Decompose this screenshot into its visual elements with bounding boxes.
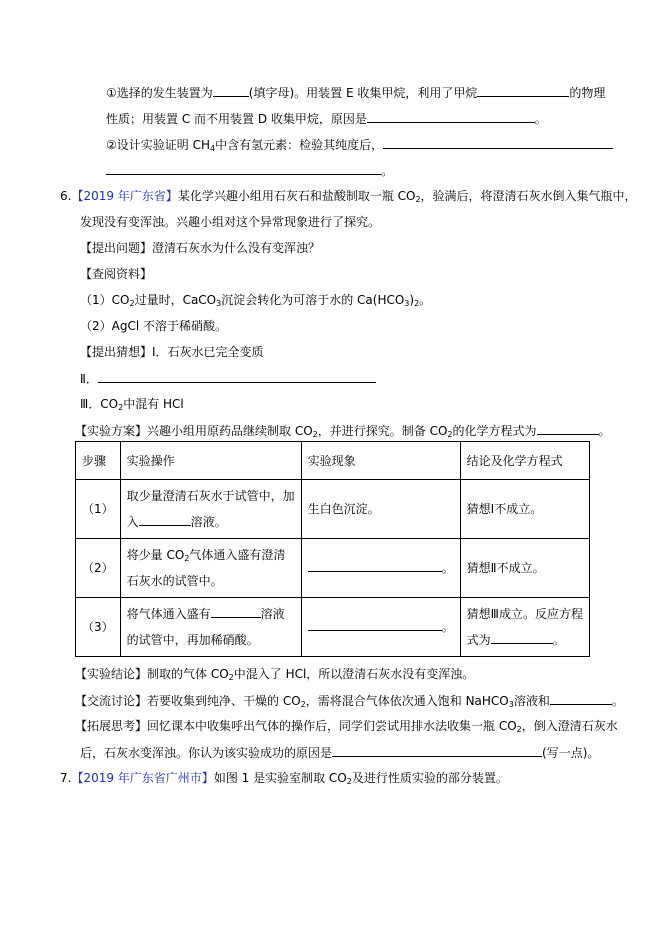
- operation-text: 气体通入盛有澄清: [189, 548, 286, 562]
- subscript: 2: [312, 430, 318, 439]
- operation-text: 将气体通入盛有: [126, 607, 211, 621]
- subscript: 2: [129, 299, 135, 308]
- q6-question: [80, 240, 320, 256]
- table-header: 结论及化学方程式: [460, 442, 589, 480]
- section-heading: 【拓展思考】: [75, 719, 148, 733]
- answer-blank-design[interactable]: [383, 136, 613, 149]
- section-heading: 【提出问题】: [80, 241, 153, 255]
- question-source-link[interactable]: 【2019 年广东省广州市】: [71, 771, 214, 785]
- answer-blank-phenomenon[interactable]: [308, 559, 442, 572]
- discussion-text: ，需将混合气体依次通入饱和 NaHCO: [305, 694, 509, 708]
- q6-discussion: [75, 692, 624, 709]
- conclusion-text: 猜想Ⅲ成立。反应方程: [466, 607, 583, 621]
- subscript: 4: [209, 144, 216, 153]
- q7-intro: [60, 770, 508, 786]
- subscript: 2: [346, 777, 352, 786]
- subscript: 3: [508, 700, 514, 709]
- operation-text: 石灰水的试管中。: [126, 574, 223, 588]
- operation-text: 入: [126, 515, 139, 529]
- conclusion-cell: 猜想Ⅰ不成立。: [460, 480, 589, 539]
- q6-expand-line2: [80, 744, 599, 761]
- operation-cell: [120, 598, 301, 657]
- info-text: （1）CO: [80, 293, 130, 307]
- info-text: 沉淀会转化为可溶于水的 Ca(HCO: [221, 293, 405, 307]
- q6-intro-b: ，验满后，将澄清石灰水倒入集气瓶中，: [420, 189, 637, 203]
- answer-blank-equation[interactable]: [537, 422, 599, 435]
- table-row: [76, 598, 590, 657]
- period: 。: [534, 112, 547, 126]
- operation-cell: [120, 480, 301, 539]
- operation-text: 溶液。: [190, 515, 227, 529]
- operation-text: 溶液: [260, 607, 285, 621]
- operation-text-line1: [127, 542, 295, 568]
- answer-blank-reason[interactable]: [367, 110, 535, 123]
- answer-blank-success-reason[interactable]: [332, 744, 542, 757]
- period: 。: [441, 561, 454, 575]
- operation-text: 将少量 CO: [126, 548, 185, 562]
- subscript: 2: [447, 430, 453, 439]
- info-text: 。: [419, 293, 432, 307]
- q7-text: 及进行性质实验的部分装置。: [351, 771, 508, 785]
- q5-part1-text-b: (填字母)。用装置 E 收集甲烷，利用了甲烷: [248, 86, 478, 100]
- subscript: 2: [414, 299, 420, 308]
- step-cell: （1）: [76, 480, 121, 539]
- question-number: 6.: [60, 189, 72, 203]
- table-header: 实验操作: [120, 442, 301, 480]
- answer-blank-drying-agent[interactable]: [550, 692, 612, 705]
- expand-text: 后，石灰水变浑浊。你认为该实验成功的原因是: [80, 746, 333, 760]
- conclusion-text: 中混入了 HCl，所以澄清石灰水没有变浑浊。: [233, 667, 475, 681]
- section-heading: 【交流讨论】: [75, 694, 148, 708]
- answer-blank-phenomenon[interactable]: [308, 618, 442, 631]
- q7-text: 如图 1 是实验室制取 CO: [213, 771, 347, 785]
- guess-text: 中混有 HCl: [123, 397, 184, 411]
- period: 。: [598, 424, 611, 438]
- conclusion-text: 制取的气体 CO: [147, 667, 229, 681]
- guess-text: Ⅰ．石灰水已完全变质: [152, 345, 264, 359]
- conclusion-cell: 猜想Ⅱ不成立。: [460, 539, 589, 598]
- answer-blank-guess2[interactable]: [98, 370, 376, 383]
- phenomenon-cell: 生白色沉淀。: [301, 480, 460, 539]
- phenomenon-cell: [301, 598, 460, 657]
- period: 。: [441, 620, 454, 634]
- table-header: 步骤: [76, 442, 121, 480]
- section-heading: 【实验方案】: [75, 424, 148, 438]
- q6-intro-a: 某化学兴趣小组用石灰石和盐酸制取一瓶 CO: [177, 189, 416, 203]
- info-text: 过量时，CaCO: [134, 293, 217, 307]
- operation-cell: [120, 539, 301, 598]
- plan-text: ，并进行探究。制备 CO: [317, 424, 448, 438]
- q5-part2-line1: [106, 136, 613, 153]
- subscript: 2: [228, 673, 234, 682]
- phenomenon-cell: [301, 539, 460, 598]
- answer-blank-physical-property[interactable]: [477, 84, 569, 97]
- info-text: ): [409, 293, 415, 307]
- operation-text: 的试管中，再加稀硝酸。: [126, 633, 259, 647]
- q5-part2-text-b: 中含有氢元素：检验其纯度后，: [215, 138, 384, 152]
- expand-text: (写一点)。: [542, 746, 600, 760]
- subscript: 3: [404, 299, 410, 308]
- table-header: 实验现象: [301, 442, 460, 480]
- conclusion-text-line2: [467, 627, 583, 653]
- operation-text: 取少量澄清石灰水于试管中，加: [126, 489, 295, 503]
- discussion-text: 若要收集到纯净、干燥的 CO: [147, 694, 301, 708]
- answer-blank-reagent[interactable]: [139, 513, 191, 526]
- q6-plan: [75, 422, 611, 439]
- subscript: 2: [184, 554, 190, 563]
- answer-blank-solution[interactable]: [211, 605, 261, 618]
- operation-text-line1: [127, 601, 295, 627]
- expand-text: ，倒入澄清石灰水: [521, 719, 618, 733]
- step-cell: （2）: [76, 539, 121, 598]
- q6-info-heading: 【查阅资料】: [80, 267, 153, 281]
- plan-text: 兴趣小组用原药品继续制取 CO: [147, 424, 313, 438]
- q6-guess-2: [80, 370, 376, 387]
- table-header-row: [76, 442, 590, 480]
- section-text: 澄清石灰水为什么没有变浑浊？: [152, 241, 321, 255]
- table-row: [76, 539, 590, 598]
- conclusion-cell: [460, 598, 589, 657]
- period: 。: [611, 694, 624, 708]
- q6-info-1: [80, 292, 431, 308]
- answer-blank-reaction-equation[interactable]: [491, 631, 553, 644]
- section-heading: 【实验结论】: [75, 667, 148, 681]
- q6-expand-line1: [75, 718, 618, 734]
- step-cell: （3）: [76, 598, 121, 657]
- q6-conclusion: [75, 666, 474, 682]
- answer-blank-device[interactable]: [213, 84, 249, 97]
- question-number: 7.: [60, 771, 72, 785]
- subscript: 2: [516, 725, 522, 734]
- operation-text-line2: [127, 509, 295, 535]
- subscript: 2: [300, 700, 306, 709]
- q5-part2-text-a: ②设计实验证明 CH: [106, 138, 210, 152]
- q5-part1-text-c: 的物理: [569, 86, 606, 100]
- period: 。: [381, 164, 394, 178]
- q5-part2-line2: [106, 162, 393, 179]
- q6-info-2: （2）AgCl 不溶于稀硝酸。: [80, 319, 227, 333]
- table-row: [76, 480, 590, 539]
- q6-intro-line1: [60, 188, 637, 204]
- subscript: 2: [415, 195, 421, 204]
- guess-text: Ⅲ．CO: [80, 397, 119, 411]
- q5-part1-line1: [106, 84, 605, 101]
- question-source-link[interactable]: 【2019 年广东省】: [71, 189, 178, 203]
- q6-guess-1: [80, 344, 264, 360]
- q5-part1-line2: [106, 110, 547, 127]
- q5-part1-text-a: ①选择的发生装置为: [106, 86, 213, 100]
- q5-part1-text-d: 性质；用装置 C 而不用装置 D 收集甲烷，原因是: [106, 112, 367, 126]
- expand-text: 回忆课本中收集呼出气体的操作后，同学们尝试用排水法收集一瓶 CO: [147, 719, 517, 733]
- experiment-table: [75, 441, 590, 657]
- conclusion-text: 式为: [466, 633, 491, 647]
- discussion-text: 溶液和: [513, 694, 550, 708]
- subscript: 2: [118, 403, 124, 412]
- q6-guess-3: [80, 396, 184, 412]
- section-heading: 【提出猜想】: [80, 345, 153, 359]
- guess-label: Ⅱ．: [80, 372, 98, 386]
- period: 。: [552, 633, 565, 647]
- answer-blank-design-cont[interactable]: [106, 162, 381, 175]
- plan-text: 的化学方程式为: [452, 424, 537, 438]
- subscript: 3: [216, 299, 222, 308]
- q6-intro-line2: 发现没有变浑浊。兴趣小组对这个异常现象进行了探究。: [80, 215, 381, 229]
